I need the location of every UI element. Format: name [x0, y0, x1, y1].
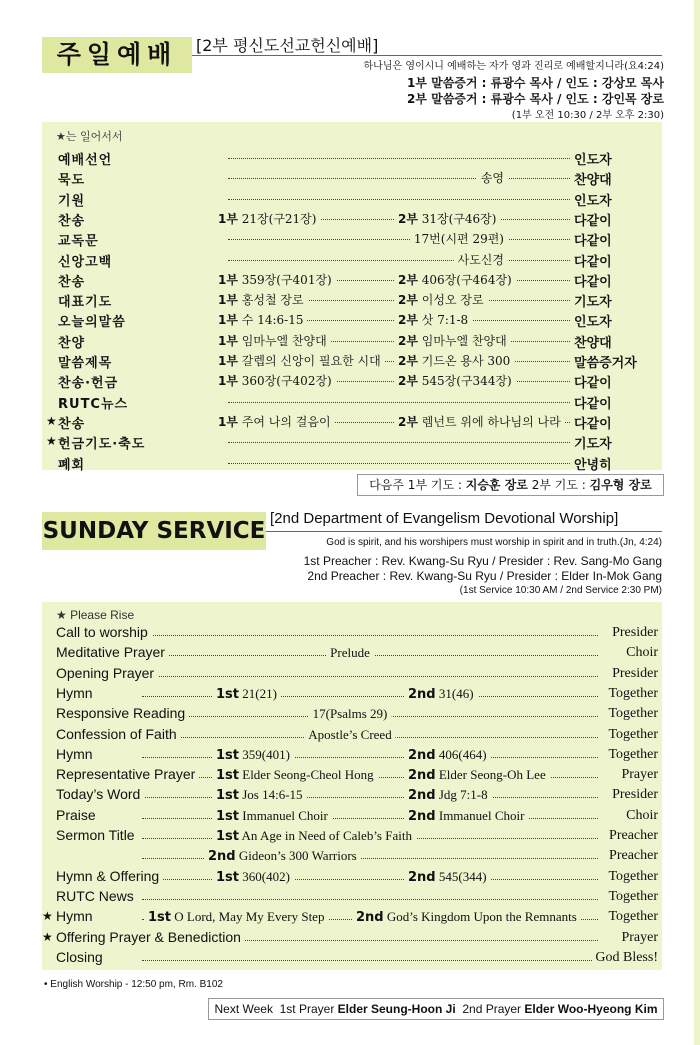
- second-service-value: 406(464): [438, 746, 487, 762]
- english-item-leader: Together: [605, 747, 658, 763]
- first-service-value: 360(402): [242, 868, 290, 884]
- korean-program-row: [46, 453, 662, 473]
- second-service-tag: 2부: [398, 354, 418, 368]
- second-service-value: Elder Seong-Oh Lee: [438, 767, 546, 783]
- english-program-row: [42, 868, 658, 888]
- korean-item-leader: 안녕히: [574, 457, 612, 473]
- korean-program-row: [46, 310, 662, 330]
- korean-rise-note: ★는 일어서서: [56, 130, 123, 143]
- korean-item-label: 찬송: [58, 274, 86, 290]
- english-item-leader: Together: [605, 706, 658, 722]
- korean-item-label: 폐회: [58, 457, 86, 473]
- korean-item-leader: 말씀증거자: [574, 356, 637, 371]
- dotted-leader-line: [228, 199, 570, 200]
- korean-item-first-service: [214, 413, 335, 430]
- english-header-rule: [266, 531, 662, 532]
- english-program-row: [42, 746, 658, 766]
- english-program-row: [42, 888, 658, 908]
- first-service-value: Immanuel Choir: [242, 807, 328, 823]
- korean-item-leader: 다같이: [574, 274, 612, 290]
- english-program-row: [42, 786, 658, 806]
- first-service-value: 21(21): [242, 685, 277, 701]
- english-item-leader: Prayer: [618, 767, 658, 783]
- korean-item-first-service: [214, 332, 331, 349]
- english-item-leader: Presider: [609, 666, 658, 682]
- korean-item-first-service: [214, 372, 336, 389]
- english-program-row: [42, 644, 658, 664]
- korean-program-row: [46, 209, 662, 229]
- korean-item-label: 헌금기도·축도: [58, 437, 146, 453]
- dotted-leader-line: [228, 442, 570, 443]
- english-subtitle: [2nd Department of Evangelism Devotional Worship]: [270, 510, 619, 527]
- english-verse: God is spirit, and his worshipers must worship in spirit and in truth.(Jn, 4:24): [326, 537, 662, 548]
- english-program-row: [42, 685, 658, 705]
- korean-item-second-service: [394, 291, 488, 308]
- second-service-tag: 2nd: [408, 869, 436, 885]
- english-item-label: Representative Prayer: [56, 766, 199, 782]
- english-item-second-service: [404, 767, 550, 783]
- first-service-tag: 1부: [218, 293, 238, 308]
- korean-item-center-text: 송영: [477, 169, 508, 186]
- korean-item-second-service: [394, 210, 500, 227]
- english-item-center-text: Prelude: [326, 645, 374, 661]
- english-program-row: [42, 624, 658, 644]
- dotted-leader-line: [142, 797, 598, 798]
- dotted-leader-line: [228, 158, 570, 159]
- english-next-week-box: [208, 998, 664, 1020]
- korean-item-label: RUTC뉴스: [58, 396, 129, 412]
- korean-title: 주일예배: [56, 40, 178, 69]
- korean-item-leader: 다같이: [574, 416, 612, 432]
- rise-star-icon: ★: [42, 909, 53, 924]
- second-service-value: Jdg 7:1-8: [438, 787, 488, 803]
- korean-program-row: [46, 229, 662, 249]
- english-program-row: [42, 847, 658, 867]
- second-service-value: 삿 7:1-8: [421, 313, 469, 328]
- korean-item-label: 오늘의말씀: [58, 315, 126, 331]
- english-item-second-service: [204, 848, 361, 864]
- page-edge-strip: [694, 0, 700, 1045]
- first-service-tag: 1부: [218, 313, 238, 328]
- korean-next-name-1: 지승훈 장로: [465, 478, 528, 492]
- korean-program-row: [46, 148, 662, 168]
- first-service-value: 21장(구21장): [241, 211, 317, 226]
- english-item-label: RUTC News: [56, 888, 138, 904]
- english-item-first-service: [212, 747, 294, 763]
- korean-item-label: 묵도: [58, 173, 86, 189]
- dotted-leader-line: [142, 879, 598, 880]
- dotted-leader-line: [142, 676, 598, 677]
- korean-verse: 하나님은 영이시니 예배하는 자가 영과 진리로 예배할지니라(요4:24): [363, 61, 664, 72]
- english-program-row: [42, 766, 658, 786]
- english-item-label: Hymn: [56, 908, 97, 924]
- korean-next-label-2: 2부 기도 :: [531, 478, 586, 492]
- second-service-value: 임마누엘 찬양대: [421, 333, 507, 348]
- first-service-tag: 1st: [216, 768, 239, 784]
- dotted-leader-line: [228, 402, 570, 403]
- english-item-leader: Preacher: [606, 828, 658, 844]
- english-item-label: Confession of Faith: [56, 726, 181, 742]
- korean-program-row: [46, 412, 662, 432]
- first-service-tag: 1부: [218, 374, 238, 389]
- english-item-label: Call to worship: [56, 624, 152, 640]
- first-service-value: 갈렙의 신앙이 필요한 시대: [241, 354, 381, 368]
- first-service-value: 수 14:6-15: [241, 313, 304, 328]
- english-program-row: [42, 827, 658, 847]
- korean-program-row: [46, 168, 662, 188]
- english-item-first-service: [212, 869, 294, 885]
- second-service-tag: 2nd: [408, 686, 436, 702]
- korean-item-label: 말씀제목: [58, 356, 113, 371]
- korean-program-row: [46, 432, 662, 452]
- first-service-value: 359장(구401장): [241, 272, 332, 287]
- korean-header-rule: [192, 55, 662, 56]
- second-service-tag: 2nd: [408, 768, 436, 784]
- first-service-value: 359(401): [242, 746, 290, 762]
- korean-item-label: 찬송: [58, 416, 86, 432]
- korean-next-name-2: 김우형 장로: [589, 478, 652, 492]
- dotted-leader-line: [142, 818, 598, 819]
- korean-program-row: [46, 270, 662, 290]
- english-program-row: [42, 949, 658, 969]
- english-next-label-2: 2nd Prayer: [462, 1002, 522, 1016]
- korean-item-second-service: [394, 372, 516, 389]
- english-item-label: Hymn: [56, 746, 97, 762]
- korean-item-first-service: [214, 311, 307, 328]
- english-item-label: Responsive Reading: [56, 705, 189, 721]
- english-rise-note: ★ Please Rise: [56, 608, 135, 622]
- second-service-value: 렘넌트 위에 하나님의 나라: [421, 414, 561, 429]
- first-service-tag: 1st: [216, 788, 239, 804]
- english-program-row: [42, 665, 658, 685]
- second-service-value: 이성오 장로: [421, 293, 484, 308]
- english-item-leader: Together: [605, 909, 658, 925]
- second-service-value: 31(46): [438, 685, 474, 701]
- korean-next-label-1: 다음주 1부 기도 :: [369, 478, 462, 492]
- first-service-tag: 1st: [216, 829, 239, 844]
- english-item-first-service: [212, 767, 378, 783]
- second-service-value: God’s Kingdom Upon the Remnants: [386, 909, 577, 925]
- first-service-value: 주여 나의 걸음이: [241, 414, 331, 429]
- korean-item-leader: 인도자: [574, 153, 612, 168]
- korean-service-times: (1부 오전 10:30 / 2부 오후 2:30): [511, 110, 664, 121]
- korean-item-label: 찬송: [58, 213, 86, 229]
- english-item-leader: God Bless!: [592, 950, 658, 966]
- korean-program-row: [46, 371, 662, 391]
- english-program-row: [42, 908, 658, 928]
- english-program-row: [42, 705, 658, 725]
- korean-item-leader: 찬양대: [574, 335, 612, 351]
- rise-star-icon: ★: [46, 434, 57, 449]
- english-item-first-service: [212, 828, 416, 844]
- first-service-tag: 1st: [216, 808, 239, 824]
- korean-item-second-service: [394, 413, 565, 430]
- english-service-times: (1st Service 10:30 AM / 2nd Service 2:30 PM): [459, 585, 662, 596]
- korean-program-row: [46, 351, 662, 371]
- first-service-tag: 1부: [218, 414, 238, 429]
- dotted-leader-line: [228, 463, 570, 464]
- korean-item-label: 교독문: [58, 234, 99, 250]
- rise-star-icon: ★: [42, 929, 53, 944]
- second-service-tag: 2부: [398, 211, 418, 226]
- english-item-leader: Choir: [623, 808, 658, 824]
- korean-item-first-service: [214, 210, 320, 227]
- english-item-leader: Presider: [609, 625, 658, 641]
- first-service-value: An Age in Need of Caleb’s Faith: [241, 828, 412, 843]
- first-service-tag: 1st: [148, 910, 171, 926]
- english-item-label: Meditative Prayer: [56, 644, 169, 660]
- second-service-value: 기드온 용사 300: [421, 354, 511, 368]
- english-item-label: Praise: [56, 807, 100, 823]
- english-item-label: Hymn: [56, 685, 97, 701]
- first-service-value: 360장(구402장): [241, 374, 332, 389]
- english-title: SUNDAY SERVICE: [42, 518, 266, 544]
- korean-item-leader: 다같이: [574, 213, 612, 229]
- first-service-tag: 1부: [218, 354, 238, 368]
- korean-item-leader: 다같이: [574, 234, 612, 250]
- first-service-value: Jos 14:6-15: [242, 787, 303, 803]
- english-preacher-line-2: 2nd Preacher : Rev. Kwang-Su Ryu / Presider : Elder In-Mok Gang: [307, 569, 662, 583]
- korean-item-first-service: [214, 291, 308, 308]
- first-service-value: Elder Seong-Cheol Hong: [242, 767, 374, 783]
- korean-item-label: 찬양: [58, 335, 86, 351]
- korean-program-row: [46, 392, 662, 412]
- korean-item-leader: 다같이: [574, 254, 612, 270]
- korean-item-leader: 기도자: [574, 295, 612, 311]
- english-item-second-service: [404, 747, 491, 763]
- english-worship-note: • English Worship - 12:50 pm, Rm. B102: [44, 979, 223, 990]
- english-program-row: [42, 726, 658, 746]
- english-item-label: Opening Prayer: [56, 665, 158, 681]
- dotted-leader-line: [142, 696, 598, 697]
- second-service-tag: 2부: [398, 333, 418, 348]
- english-next-name-2: Elder Woo-Hyeong Kim: [524, 1002, 658, 1016]
- second-service-tag: 2nd: [208, 849, 236, 865]
- korean-program-row: [46, 189, 662, 209]
- second-service-tag: 2nd: [408, 808, 436, 824]
- english-item-leader: Together: [605, 869, 658, 885]
- english-item-second-service: [404, 686, 478, 702]
- korean-item-leader: 인도자: [574, 193, 612, 209]
- english-item-label: Hymn & Offering: [56, 868, 163, 884]
- rise-star-icon: ★: [46, 413, 57, 428]
- korean-preacher-line-1: 1부 말씀증거 : 류광수 목사 / 인도 : 강상모 목사: [407, 76, 664, 90]
- english-item-label: Offering Prayer & Benediction: [56, 929, 245, 945]
- first-service-tag: 1부: [218, 211, 238, 226]
- second-service-tag: 2부: [398, 313, 418, 328]
- second-service-tag: 2nd: [408, 788, 436, 804]
- korean-program-row: [46, 331, 662, 351]
- korean-item-leader: 다같이: [574, 396, 612, 412]
- english-next-name-1: Elder Seung-Hoon Ji: [337, 1002, 456, 1016]
- english-item-leader: Together: [605, 889, 658, 905]
- korean-item-leader: 찬양대: [574, 173, 612, 189]
- first-service-value: O Lord, May My Every Step: [174, 909, 325, 925]
- korean-item-label: 신앙고백: [58, 254, 113, 270]
- dotted-leader-line: [142, 635, 598, 636]
- english-item-center-text: Apostle’s Creed: [304, 727, 395, 743]
- korean-item-leader: 기도자: [574, 437, 612, 453]
- second-service-tag: 2nd: [408, 747, 436, 763]
- english-item-first-service: [212, 787, 307, 803]
- korean-item-label: 대표기도: [58, 295, 113, 311]
- english-item-second-service: [404, 869, 491, 885]
- first-service-tag: 1부: [218, 272, 238, 287]
- second-service-tag: 2부: [398, 293, 418, 308]
- dotted-leader-line: [228, 178, 570, 179]
- english-item-second-service: [404, 787, 492, 803]
- korean-item-label: 예배선언: [58, 153, 113, 168]
- english-item-label: Today’s Word: [56, 786, 144, 802]
- second-service-tag: 2부: [398, 272, 418, 287]
- first-service-value: 임마누엘 찬양대: [241, 333, 327, 348]
- second-service-value: 31장(구46장): [421, 211, 497, 226]
- korean-item-second-service: [394, 352, 514, 369]
- english-item-second-service: [404, 808, 528, 824]
- english-item-leader: Prayer: [618, 930, 658, 946]
- first-service-tag: 1st: [216, 869, 239, 885]
- second-service-value: 406장(구464장): [421, 272, 512, 287]
- english-item-first-service: [212, 808, 332, 824]
- english-item-leader: Choir: [623, 645, 658, 661]
- korean-next-week-box: [357, 474, 664, 496]
- dotted-leader-line: [142, 960, 598, 961]
- korean-item-label: 찬송·헌금: [58, 376, 119, 392]
- english-item-leader: Preacher: [606, 848, 658, 864]
- second-service-tag: 2nd: [356, 910, 384, 926]
- dotted-leader-line: [228, 239, 570, 240]
- english-item-label: Sermon Title: [56, 827, 139, 843]
- korean-program-row: [46, 250, 662, 270]
- english-preacher-line-1: 1st Preacher : Rev. Kwang-Su Ryu / Presider : Rev. Sang-Mo Gang: [303, 554, 662, 568]
- english-item-second-service: [352, 909, 581, 925]
- second-service-value: Gideon’s 300 Warriors: [238, 848, 357, 864]
- korean-item-first-service: [214, 352, 385, 369]
- korean-item-label: 기원: [58, 193, 86, 209]
- english-item-label: Closing: [56, 949, 107, 965]
- english-next-label-1: 1st Prayer: [279, 1002, 335, 1016]
- english-item-center-text: 17(Psalms 29): [309, 706, 392, 722]
- first-service-tag: 1부: [218, 333, 238, 348]
- english-program-row: [42, 807, 658, 827]
- english-program-row: [42, 929, 658, 949]
- english-item-first-service: [144, 909, 328, 925]
- second-service-value: 545(344): [438, 868, 487, 884]
- korean-item-center-text: 사도신경: [454, 251, 508, 268]
- english-item-leader: Together: [605, 686, 658, 702]
- dotted-leader-line: [142, 757, 598, 758]
- first-service-tag: 1st: [216, 686, 239, 702]
- korean-item-first-service: [214, 271, 336, 288]
- korean-program-row: [46, 290, 662, 310]
- first-service-tag: 1st: [216, 747, 239, 763]
- dotted-leader-line: [142, 899, 598, 900]
- korean-item-second-service: [394, 311, 472, 328]
- english-item-first-service: [212, 686, 281, 702]
- korean-item-second-service: [394, 332, 511, 349]
- second-service-tag: 2부: [398, 414, 418, 429]
- english-next-label-0: Next Week: [214, 1002, 273, 1016]
- second-service-value: 545장(구344장): [421, 374, 512, 389]
- korean-item-second-service: [394, 271, 516, 288]
- korean-item-leader: 인도자: [574, 315, 612, 331]
- korean-preacher-line-2: 2부 말씀증거 : 류광수 목사 / 인도 : 강인목 장로: [407, 92, 664, 106]
- second-service-tag: 2부: [398, 374, 418, 389]
- second-service-value: Immanuel Choir: [438, 807, 525, 823]
- korean-item-center-text: 17번(시편 29편): [410, 230, 508, 247]
- first-service-value: 홍성철 장로: [241, 293, 304, 308]
- english-item-leader: Together: [605, 727, 658, 743]
- english-item-leader: Presider: [609, 787, 658, 803]
- dotted-leader-line: [228, 260, 570, 261]
- korean-item-leader: 다같이: [574, 376, 612, 392]
- korean-subtitle: [2부 평신도선교헌신예배]: [196, 36, 379, 55]
